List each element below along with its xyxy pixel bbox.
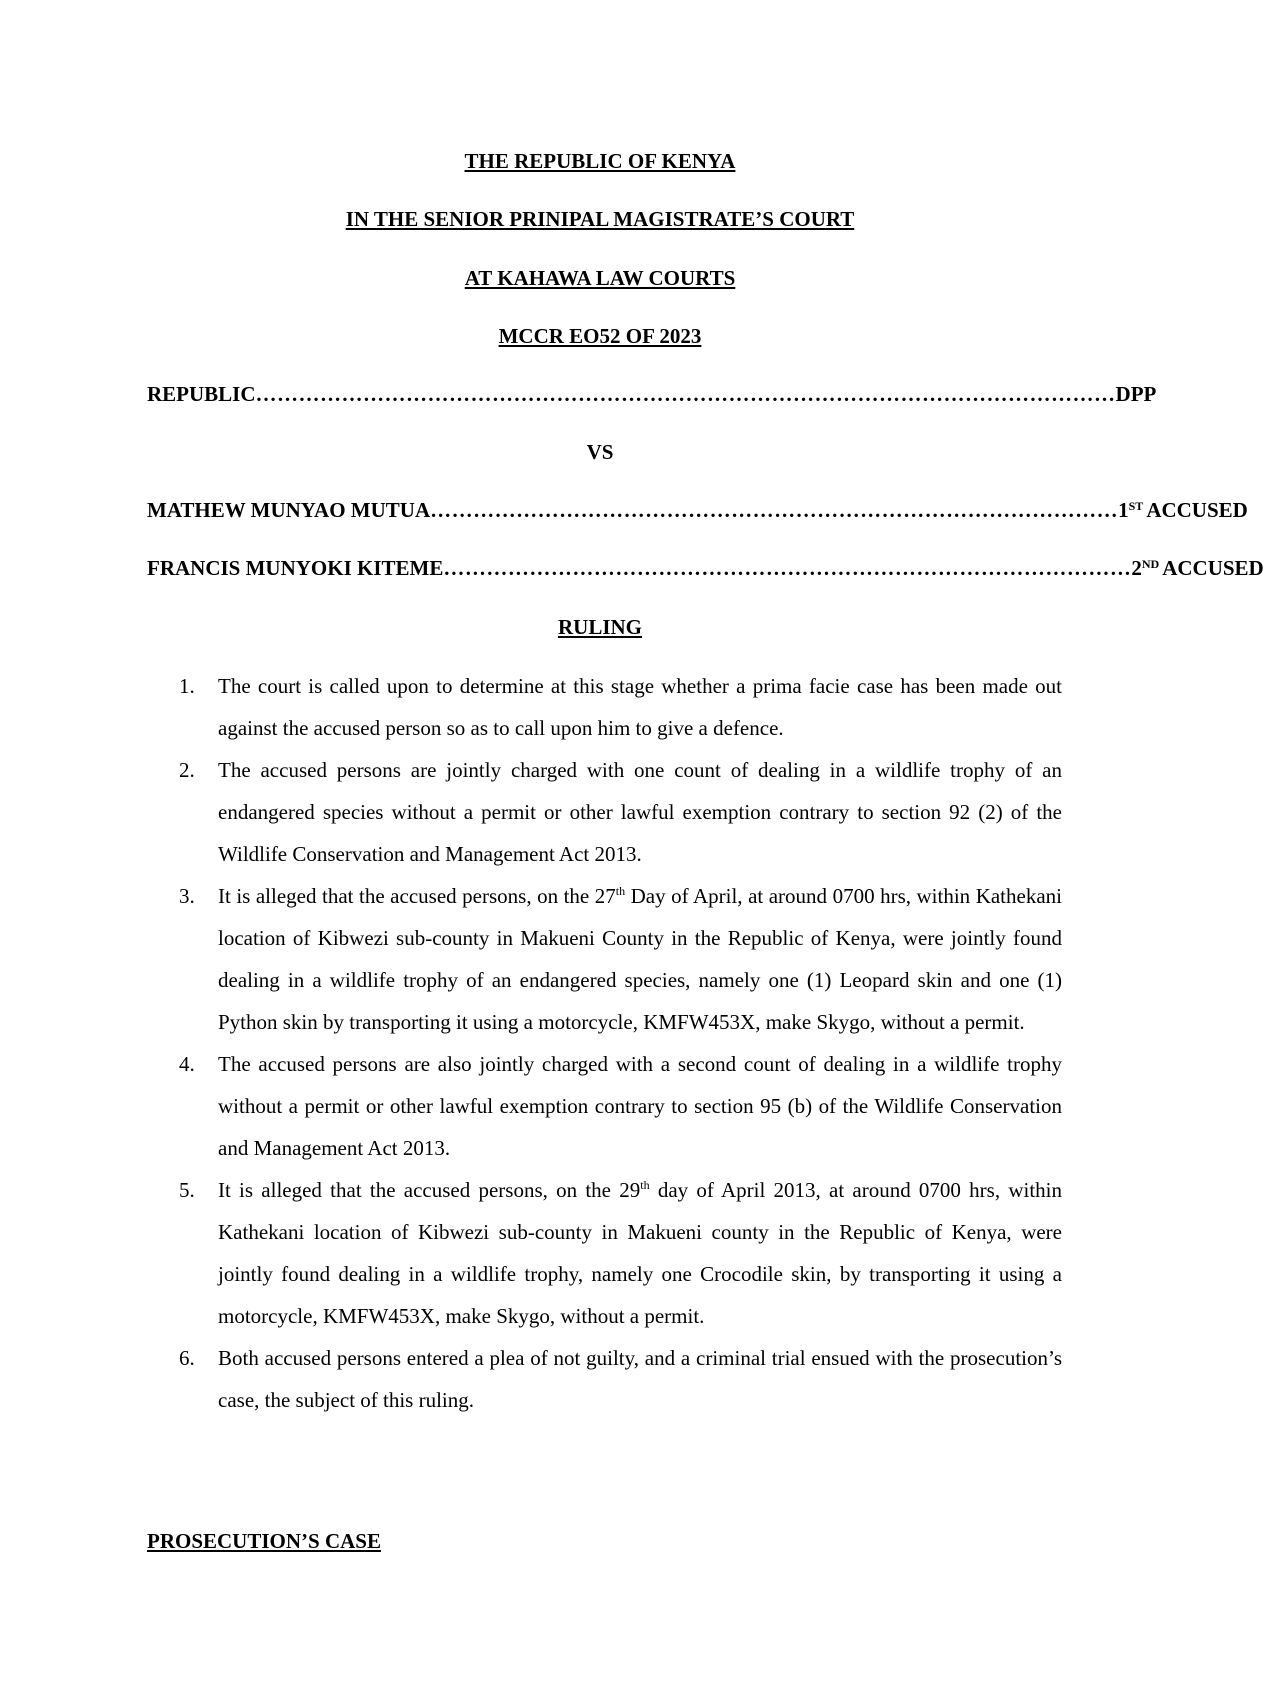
paragraph-number: 2. [179,758,195,782]
paragraph-6 [147,1337,1062,1421]
complainant-role: DPP [1115,382,1157,406]
accused2-ordinal: 2 [1131,556,1142,580]
party-accused-2 [147,555,1264,581]
dot-leader: …………………………………………………………………………………… [443,556,1132,580]
prosecution-case-heading: PROSECUTION’S CASE [147,1529,381,1553]
accused2-role: ACCUSED [1162,556,1264,580]
paragraph-text: The accused persons are also jointly charged with a second count of dealing in a wildlife trophy without a permit or other lawful exemption contrary to section 95 (b) of the Wildlife Conservation and Management Act 2013. [218,1052,1062,1160]
dot-leader: ………………………………………………………………………………………………………… [255,382,1116,406]
accused1-role: ACCUSED [1146,498,1248,522]
header-republic: THE REPUBLIC OF KENYA [464,149,736,173]
paragraph-text: The accused persons are jointly charged with one count of dealing in a wildlife trophy of an endangered species without a permit or other lawful exemption contrary to section 92 (2) of the Wildlife Conservation and Management Act 2013. [218,758,1062,866]
paragraph-1 [147,665,1062,749]
paragraph-text: It is alleged that the accused persons, on the 27 [218,884,616,908]
accused1-name: MATHEW MUNYAO MUTUA [147,498,431,522]
ruling-heading: RULING [557,615,642,639]
dot-leader: …………………………………………………………………………………… [430,498,1119,522]
paragraph-2 [147,749,1062,875]
versus-label: VS [586,440,614,464]
case-number: MCCR EO52 OF 2023 [498,324,702,348]
header-court: IN THE SENIOR PRINIPAL MAGISTRATE’S COURT [345,207,855,231]
paragraph-text-cont: day of April 2013, at around 0700 hrs, within Kathekani location of Kibwezi sub-county in Makueni county in the Republic of Kenya, were jointly found dealing in a wildlife trophy, namely one Crocodile skin, by transporting it using a motorcycle, KMFW453X, make Skygo, without a permit. [218,1178,1062,1328]
accused1-ordinal: 1 [1118,498,1129,522]
paragraph-text: Both accused persons entered a plea of not guilty, and a criminal trial ensued with the prosecution’s case, the subject of this ruling. [218,1346,1062,1412]
accused2-designation [1131,555,1263,581]
paragraph-text: The court is called upon to determine at this stage whether a prima facie case has been made out against the accused person so as to call upon him to give a defence. [218,674,1062,740]
paragraph-text-cont: Day of April, at around 0700 hrs, within Kathekani location of Kibwezi sub-county in Makueni County in the Republic of Kenya, were jointly found dealing in a wildlife trophy of an endangered species, namely one (1) Leopard skin and one (1) Python skin by transporting it using a motorcycle, KMFW453X, make Skygo, without a permit. [218,884,1062,1034]
accused1-suffix: ST [1128,499,1144,513]
paragraph-4 [147,1043,1062,1169]
party-accused-1 [147,497,1248,523]
ordinal-suffix: th [640,1178,650,1192]
party-complainant [147,381,1157,407]
accused2-name: FRANCIS MUNYOKI KITEME [147,556,444,580]
accused1-designation [1118,497,1248,523]
paragraph-5 [147,1169,1062,1337]
paragraph-number: 1. [179,674,195,698]
paragraph-number: 6. [179,1346,195,1370]
complainant-name: REPUBLIC [147,382,256,406]
paragraph-3 [147,875,1062,1043]
paragraph-number: 5. [179,1178,195,1202]
ordinal-suffix: th [615,884,626,898]
paragraph-number: 3. [179,884,195,908]
paragraph-number: 4. [179,1052,195,1076]
ruling-paragraphs [147,665,1062,1421]
header-location: AT KAHAWA LAW COURTS [464,266,736,290]
paragraph-text: It is alleged that the accused persons, on the 29 [218,1178,641,1202]
accused2-suffix: ND [1141,557,1160,571]
